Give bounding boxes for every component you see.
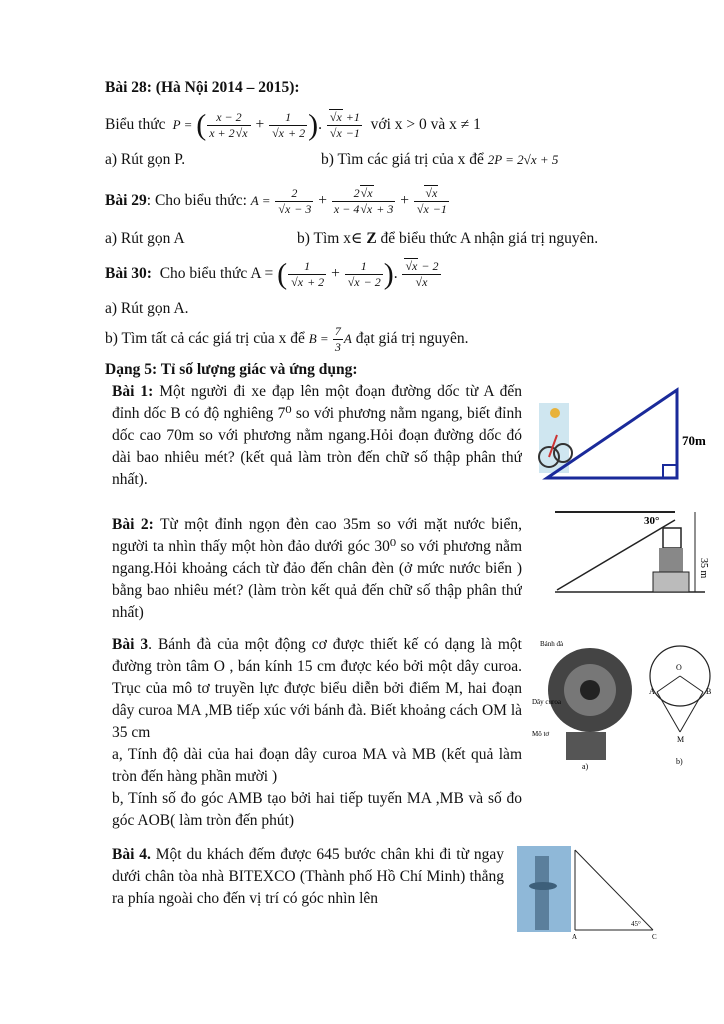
fig-day-curoa: Dây curoa xyxy=(532,698,561,706)
b30-expression: Bài 30: Cho biểu thức A = ( $\frac{1}{√x + 2}$ + $\frac{1}{√x - 2}$ ). $\frac{√x - 2}{√x}$ xyxy=(105,257,439,291)
b30-b2: đạt giá trị nguyên. xyxy=(355,330,469,347)
fig-M: M xyxy=(677,735,685,744)
bai3-question-b: b, Tính số đo góc AMB tạo bởi hai tiếp tuyến MA ,MB và số đo góc AOB( làm tròn đến phút) xyxy=(112,790,522,829)
bai1-label: Bài 1: xyxy=(112,383,154,400)
fig-O: O xyxy=(676,663,682,672)
fig-B: B xyxy=(706,687,712,696)
b28-intro: Biểu thức xyxy=(105,116,166,133)
b28-b-eq: 2P = 2√x + 5 xyxy=(487,152,559,167)
b29-b2: để biểu thức A nhận giá trị nguyên. xyxy=(376,230,599,247)
bai4-C: C xyxy=(652,933,657,941)
bai2-lighthouse-figure xyxy=(545,500,715,600)
b30-label: Bài 30: xyxy=(105,265,152,282)
b30-intro: Cho biểu thức A = xyxy=(159,265,274,282)
bai1-height-label: 70m xyxy=(682,433,706,448)
b29-a: a) Rút gọn A xyxy=(105,230,185,247)
b29-expression: Bài 29: Cho biểu thức: A = $\frac{2}{√x - 3}$ + $\frac{2√x}{x - 4√x + 3}$ + $\frac{√x}{√x -1}$ xyxy=(105,185,447,216)
b28-cond: với x > 0 và x ≠ 1 xyxy=(370,116,481,133)
b28-expression: Biểu thức P = ( $\frac{x - 2}{x + 2√x}$ + $\frac{1}{√x + 2}$ ). $\frac{√x +1}{√x -1}$ với x > 0 và x ≠ 1 xyxy=(105,108,481,142)
bai4-text: Một du khách đếm được 645 bước chân khi đi từ ngay dưới chân tòa nhà BITEXCO (Thành phố Hồ Chí Minh) thẳng ra phía ngoài cho đến vị trí có góc nhìn lên xyxy=(112,846,504,907)
bai1-text: Một người đi xe đạp lên một đoạn đường dốc từ A đến đỉnh dốc B có độ nghiêng 7⁰ so với phương nằm ngang, biết đỉnh dốc cao 70m so với phương nằm ngang.Hỏi đoạn đường dốc đó dài bao nhiêu mét? (kết quả làm tròn đến chữ số thập phân thứ nhất). xyxy=(112,383,522,488)
fig-a: a) xyxy=(582,762,589,771)
bai4-A: A xyxy=(572,933,578,941)
fig-banh-da: Bánh đà xyxy=(540,640,564,648)
bai3-paragraph xyxy=(112,634,522,834)
bai3-question-a: a, Tính độ dài của hai đoạn dây curoa MA và MB (kết quả làm tròn đến hàng phần mười ) xyxy=(112,746,522,785)
b29-b-line xyxy=(297,229,598,249)
bai4-label: Bài 4. xyxy=(112,846,151,863)
b28-a: a) Rút gọn P. xyxy=(105,151,186,168)
b30-b-line: b) Tìm tất cả các giá trị của x để B = $\frac{7}{3}$ A đạt giá trị nguyên. xyxy=(105,323,469,354)
bai3-flywheel-figure xyxy=(530,632,720,772)
bai2-text: Từ một đỉnh ngọn đèn cao 35m so với mặt nước biển, người ta nhìn thấy một hòn đảo dưới góc 30⁰ so với phương nằm ngang.Hỏi khoảng cách từ đảo đến chân đèn (ở mức nước biển ) bằng bao nhiêu mét? (làm tròn kết quả đến chữ số thập phân thứ nhất) xyxy=(112,516,522,621)
bai2-label: Bài 2: xyxy=(112,516,154,533)
bai4-paragraph xyxy=(112,844,504,914)
bai1-slope-figure xyxy=(535,385,715,485)
bai2-paragraph xyxy=(112,514,522,624)
b29-intro: : Cho biểu thức: xyxy=(146,192,247,209)
fig-A: A xyxy=(649,687,655,696)
b29-label: Bài 29 xyxy=(105,192,147,209)
bai3-text: . Bánh đà của một động cơ được thiết kế có dạng là một đường tròn tâm O , bán kính 15 cm được kéo bởi một dây curoa. Trục của mô tơ truyền lực được biểu diễn bởi điểm M, hai đoạn dây curoa MA ,MB tiếp xúc với bánh đà. Biết khoảng cách OM là 35 cm xyxy=(112,636,522,741)
b29-b1: b) Tìm x∈ xyxy=(297,230,367,247)
b30-a: a) Rút gọn A. xyxy=(105,300,189,317)
bai4-angle: 45° xyxy=(631,920,641,928)
bai2-angle: 30° xyxy=(644,515,660,527)
b28-b-line xyxy=(321,150,558,170)
b29-bZ: Z xyxy=(366,230,377,247)
b30-b1: b) Tìm tất cả các giá trị của x để xyxy=(105,330,305,347)
fig-mo-to: Mô tơ xyxy=(532,730,550,738)
fig-b: b) xyxy=(676,757,683,766)
dang5-heading: Dạng 5: Tỉ số lượng giác và ứng dụng: xyxy=(105,361,358,378)
b28-title: Bài 28: (Hà Nội 2014 – 2015): xyxy=(105,79,300,96)
bai3-label: Bài 3 xyxy=(112,636,149,653)
b28-b: b) Tìm các giá trị của x để xyxy=(321,151,484,168)
bai4-building-figure xyxy=(515,842,690,942)
bai1-paragraph xyxy=(112,381,522,491)
bai2-height: 35 m xyxy=(698,558,709,579)
